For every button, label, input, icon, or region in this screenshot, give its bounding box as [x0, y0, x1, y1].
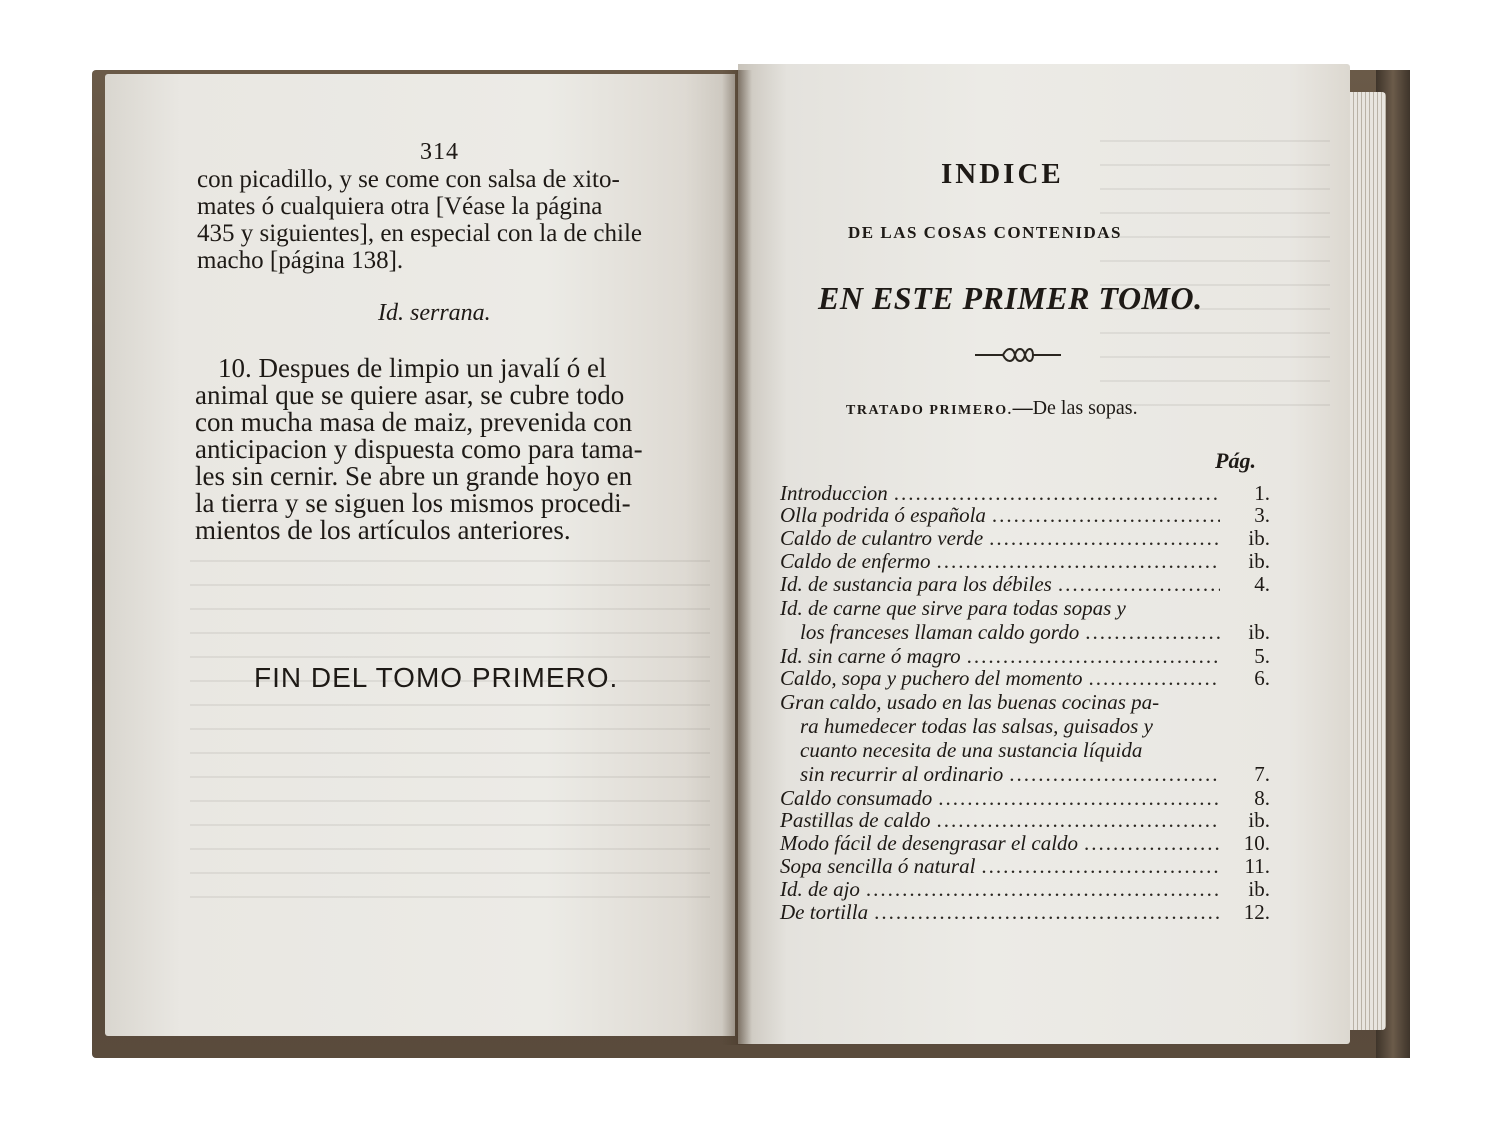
- index-subtitle: DE LAS COSAS CONTENIDAS: [848, 223, 1122, 242]
- page-stack-edge: [1350, 92, 1386, 1030]
- entry-text: Modo fácil de desengrasar el caldo: [780, 831, 1079, 855]
- paragraph-line: les sin cernir. Se abre un grande hoyo en: [195, 461, 633, 491]
- index-entry: [780, 526, 1270, 550]
- entry-page: ib.: [1248, 877, 1270, 901]
- index-entry: [780, 714, 1270, 738]
- entry-page: 1.: [1254, 481, 1270, 505]
- paragraph-line: con mucha masa de maiz, prevenida con: [195, 407, 633, 437]
- page-number: 314: [420, 139, 459, 165]
- index-entry: [780, 854, 1270, 878]
- entry-text: cuanto necesita de una sustancia líquida: [800, 738, 1143, 762]
- entry-text: Pastillas de caldo: [780, 808, 931, 832]
- book-gutter: [722, 70, 752, 1045]
- index-entry: [780, 690, 1270, 714]
- body-line: con picadillo, y se come con salsa de xito-: [197, 166, 620, 193]
- dot-leader: [894, 481, 1220, 505]
- index-entry: [780, 644, 1270, 668]
- entry-page: 7.: [1254, 762, 1270, 786]
- entry-text: Id. de ajo: [780, 877, 860, 901]
- index-title: INDICE: [941, 158, 1064, 190]
- index-entry: [780, 549, 1270, 573]
- dot-leader: [1084, 831, 1220, 855]
- section-dash: —: [1012, 397, 1033, 419]
- dot-leader: [1009, 762, 1220, 786]
- section-title: De las sopas.: [1032, 397, 1138, 419]
- entry-page: 8.: [1254, 786, 1270, 810]
- dot-leader: [989, 526, 1220, 550]
- entry-text: sin recurrir al ordinario: [800, 762, 1004, 786]
- entry-text: Introduccion: [780, 481, 888, 505]
- entry-text: Id. de sustancia para los débiles: [780, 572, 1052, 596]
- entry-text: Id. sin carne ó magro: [780, 644, 961, 668]
- dot-leader: [1058, 572, 1220, 596]
- index-entry: [780, 877, 1270, 901]
- dot-leader: [1089, 666, 1220, 690]
- entry-page: ib.: [1248, 808, 1270, 832]
- paragraph-line: anticipacion y dispuesta como para tama-: [195, 434, 643, 464]
- entry-text: Caldo de culantro verde: [780, 526, 984, 550]
- show-through-left: [190, 560, 710, 900]
- paragraph-line: mientos de los artículos anteriores.: [195, 515, 571, 545]
- page-column-header: Pág.: [1215, 448, 1256, 473]
- entry-page: 10.: [1243, 831, 1270, 855]
- entry-text: Sopa sencilla ó natural: [780, 854, 976, 878]
- dot-leader: [967, 644, 1220, 668]
- entry-text: ra humedecer todas las salsas, guisados y: [800, 714, 1153, 738]
- entry-text: Gran caldo, usado en las buenas cocinas pa-: [780, 690, 1160, 714]
- index-entry: [780, 738, 1270, 762]
- entry-text: Caldo de enfermo: [780, 549, 931, 573]
- ornament-divider: [973, 344, 1063, 366]
- body-line: 435 y siguientes], en especial con la de chile: [197, 220, 642, 247]
- body-line: mates ó cualquiera otra [Véase la página: [197, 193, 603, 220]
- entry-text: Caldo, sopa y puchero del momento: [780, 666, 1083, 690]
- paragraph-line: 10. Despues de limpio un javalí ó el: [218, 353, 607, 383]
- index-entry: [780, 900, 1270, 924]
- entry-page: 4.: [1254, 572, 1270, 596]
- entry-page: ib.: [1248, 549, 1270, 573]
- index-entry: [780, 831, 1270, 855]
- index-entry: [780, 620, 1270, 644]
- entry-page: 6.: [1254, 666, 1270, 690]
- entry-text: los franceses llaman caldo gordo: [800, 620, 1080, 644]
- index-entry: [780, 762, 1270, 786]
- entry-text: Id. de carne que sirve para todas sopas y: [780, 596, 1126, 620]
- entry-page: 3.: [1254, 503, 1270, 527]
- entry-text: Olla podrida ó española: [780, 503, 986, 527]
- dot-leader: [936, 549, 1220, 573]
- section-heading: [846, 397, 1138, 420]
- dot-leader: [938, 786, 1220, 810]
- index-entry: [780, 808, 1270, 832]
- entry-text: De tortilla: [780, 900, 869, 924]
- entry-page: ib.: [1248, 620, 1270, 644]
- dot-leader: [866, 877, 1220, 901]
- dot-leader: [981, 854, 1220, 878]
- index-entry: [780, 786, 1270, 810]
- recipe-subheading: Id. serrana.: [378, 300, 491, 326]
- section-label: TRATADO PRIMERO.: [846, 403, 1013, 418]
- dot-leader: [1085, 620, 1220, 644]
- entry-page: 5.: [1254, 644, 1270, 668]
- paragraph-line: animal que se quiere asar, se cubre todo: [195, 380, 625, 410]
- dot-leader: [937, 808, 1221, 832]
- index-entry: [780, 572, 1270, 596]
- body-line: macho [página 138].: [197, 247, 404, 274]
- index-entry: [780, 503, 1270, 527]
- entry-text: Caldo consumado: [780, 786, 933, 810]
- paragraph-line: la tierra y se siguen los mismos procedi-: [195, 488, 631, 518]
- dot-leader: [874, 900, 1220, 924]
- index-entry: [780, 666, 1270, 690]
- index-heading: EN ESTE PRIMER TOMO.: [818, 280, 1203, 316]
- index-entry: [780, 596, 1270, 620]
- entry-page: 12.: [1243, 900, 1270, 924]
- entry-page: ib.: [1248, 526, 1270, 550]
- end-of-volume-text: FIN DEL TOMO PRIMERO.: [254, 662, 619, 693]
- dot-leader: [992, 503, 1220, 527]
- index-entry: [780, 481, 1270, 505]
- entry-page: 11.: [1244, 854, 1270, 878]
